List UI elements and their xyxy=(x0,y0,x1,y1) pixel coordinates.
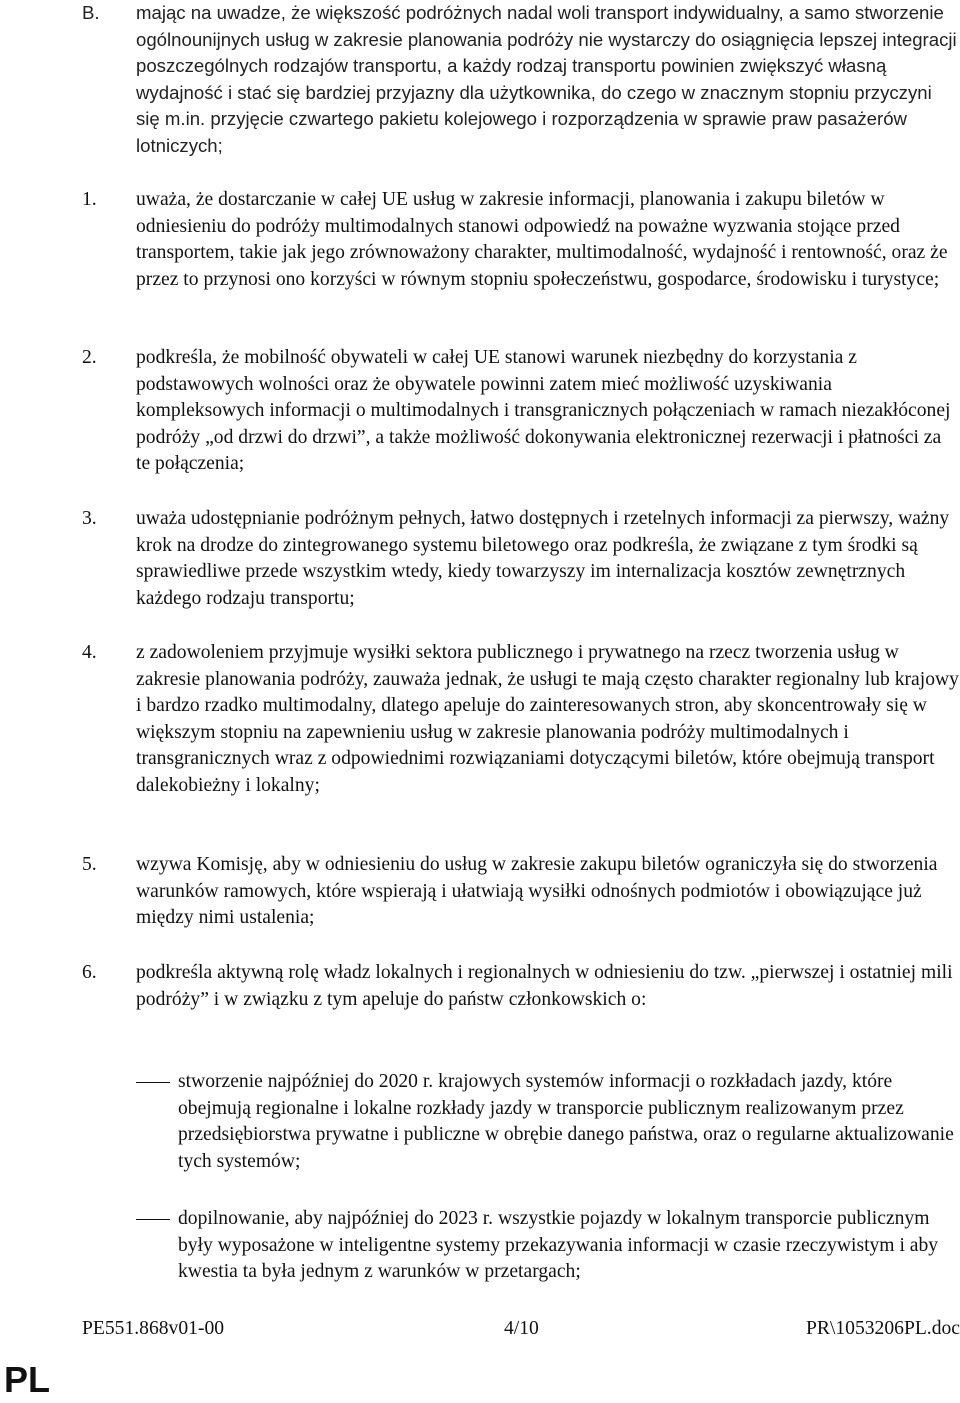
paragraph-number: 1. xyxy=(82,189,97,210)
paragraph-number: 4. xyxy=(82,642,97,663)
bullet-text: dopilnowanie, aby najpóźniej do 2023 r. wszystkie pojazdy w lokalnym transporcie publicznym były wyposażone w inteligentne systemy przekazywania informacji w czasie rzeczywistym i aby kwestia ta była jednym z warunków w przetargach; xyxy=(178,1208,939,1283)
recital-text: mając na uwadze, że większość podróżnych nadal woli transport indywidualny, a samo stworzenie ogólnounijnych usług w zakresie planowania podróży nie wystarczy do osiągnięcia lepszej integracji poszczególnych rodzajów transportu, a każdy rodzaj transportu powinien zwiększyć własną wydajność i stać się bardziej przyjazny dla użytkownika, do czego w znacznym stopniu przyczyni się m.in. przyjęcie czwartego pakietu kolejowego i rozporządzenia w sprawie praw pasażerów lotniczych; xyxy=(136,2,957,156)
recital-marker: B. xyxy=(82,2,100,23)
paragraph-text: uważa udostępnianie podróżnym pełnych, łatwo dostępnych i rzetelnych informacji za pierwszy, ważny krok na drodze do zintegrowanego systemu biletowego oraz podkreśla, że związane z tym środki są sprawiedliwe przede wszystkim wtedy, kiedy towarzyszy im internalizacja kosztów zewnętrznych każdego rodzaju transportu; xyxy=(136,508,950,609)
recital-b xyxy=(82,0,960,180)
paragraph-number: 6. xyxy=(82,962,97,983)
bullet-text: stworzenie najpóźniej do 2020 r. krajowych systemów informacji o rozkładach jazdy, które obejmują regionalne i lokalne rozkłady jazdy w transporcie publicznym realizowanym przez przedsiębiorstwa prywatne i publiczne w obrębie danego państwa, oraz o regularne aktualizowanie tych systemów; xyxy=(178,1071,954,1172)
dash-bullet-icon xyxy=(136,1082,170,1083)
footer-page-number: 4/10 xyxy=(504,1318,539,1339)
dash-bullet-icon xyxy=(136,1219,170,1220)
paragraph-text: podkreśla, że mobilność obywateli w całej UE stanowi warunek niezbędny do korzystania z podstawowych wolności oraz że obywatele powinni zatem mieć możliwość uzyskiwania kompleksowych informacji o multimodalnych i transgranicznych połączeniach w ramach niezakłóconej podróży „od drzwi do drzwi”, a także możliwość dokonywania elektronicznej rezerwacji i płatności za te połączenia; xyxy=(136,347,951,475)
paragraph-number: 5. xyxy=(82,854,97,875)
page-footer xyxy=(82,1316,960,1344)
paragraph-number: 2. xyxy=(82,347,97,368)
paragraph-text: uważa, że dostarczanie w całej UE usług w zakresie informacji, planowania i zakupu biletów w odniesieniu do podróży multimodalnych stanowi odpowiedź na poważne wyzwania stojące przed transportem, takie jak jego zrównoważony charakter, multimodalność, wydajność i rentowność, oraz że przez to przynosi ono korzyści w równym stopniu społeczeństwu, gospodarce, środowisku i turystyce; xyxy=(136,189,948,290)
footer-doc-ref: PE551.868v01-00 xyxy=(82,1318,225,1339)
footer-file-name: PR\1053206PL.doc xyxy=(805,1318,960,1339)
paragraph-text: z zadowoleniem przyjmuje wysiłki sektora publicznego i prywatnego na rzecz tworzenia usług w zakresie planowania podróży, zauważa jednak, że usługi te mają często charakter regionalny lub krajowy i bardzo rzadko multimodalny, dlatego apeluje do zainteresowanych stron, aby skoncentrowały się w większym stopniu na zapewnieniu usług w zakresie planowania podróży multimodalnych i transgranicznych wraz z odpowiednimi rozwiązaniami dotyczącymi biletów, które obejmują transport dalekobieżny i lokalny; xyxy=(136,642,959,796)
paragraph-number: 3. xyxy=(82,508,97,529)
paragraph-text: wzywa Komisję, aby w odniesieniu do usług w zakresie zakupu biletów ograniczyła się do stworzenia warunków ramowych, które wspierają i ułatwiają wysiłki odnośnych podmiotów i obowiązujące już między nimi ustalenia; xyxy=(136,854,938,929)
language-code: PL xyxy=(4,1359,51,1400)
paragraph-text: podkreśla aktywną rolę władz lokalnych i regionalnych w odniesieniu do tzw. „pierwszej i ostatniej mili podróży” i w związku z tym apeluje do państw członkowskich o: xyxy=(136,962,953,1010)
